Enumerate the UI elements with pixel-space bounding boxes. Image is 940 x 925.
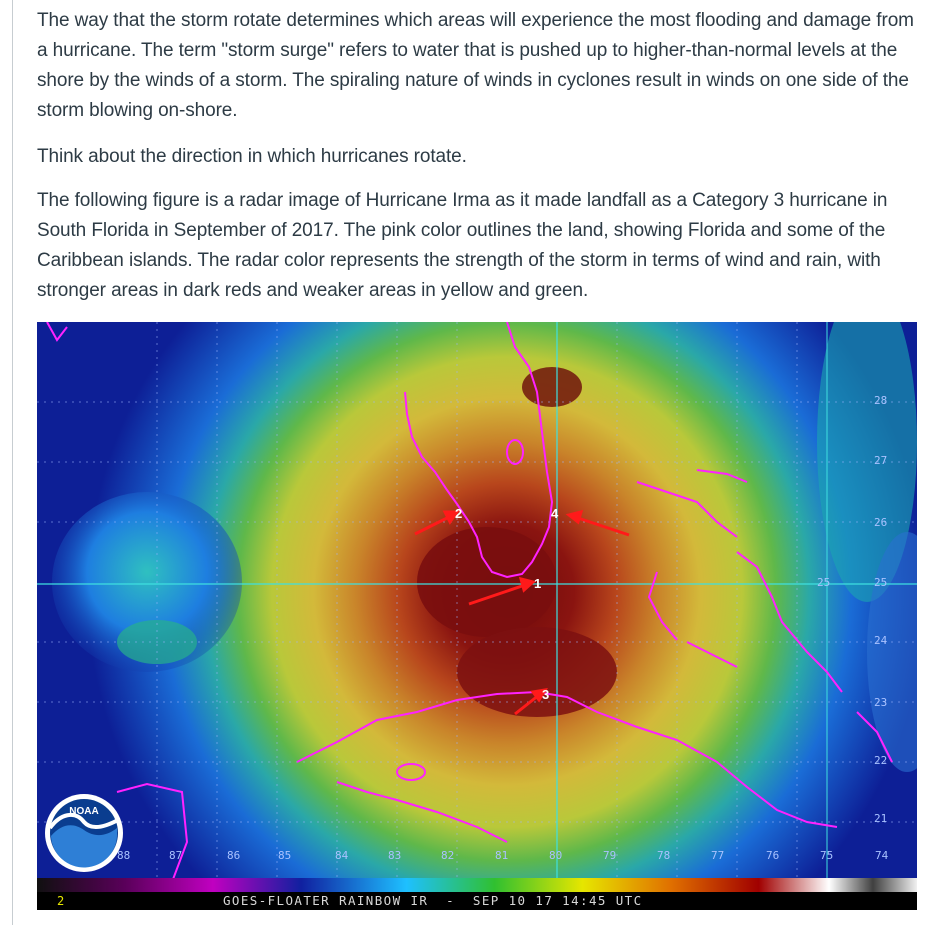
latitude-label: 27 [874,454,888,467]
longitude-label: 79 [603,849,617,862]
image-caption: GOES-FLOATER RAINBOW IR - SEP 10 17 14:45 UTC [223,893,643,908]
longitude-label: 78 [657,849,671,862]
longitude-label: 81 [495,849,509,862]
latitude-label: 23 [874,696,888,709]
longitude-label: 77 [711,849,725,862]
latitude-label: 25 [817,576,831,589]
longitude-label: 75 [820,849,834,862]
arrow-label-1: 1 [534,576,542,591]
arrow-label-4: 4 [551,506,559,521]
longitude-label: 88 [117,849,131,862]
satellite-image-art [37,322,917,910]
latitude-label: 24 [874,634,888,647]
latitude-label: 28 [874,394,888,407]
longitude-label: 84 [335,849,349,862]
frame-number: 2 [57,894,65,908]
content-left-border [12,0,13,925]
latitude-label: 25 [874,576,888,589]
latitude-label: 22 [874,754,888,767]
hurricane-irma-satellite-image [37,322,917,910]
latitude-label: 26 [874,516,888,529]
longitude-label: 83 [388,849,402,862]
longitude-label: 76 [766,849,780,862]
arrow-label-2: 2 [455,506,463,521]
longitude-label: 80 [549,849,563,862]
latitude-label: 21 [874,812,888,825]
noaa-logo-text: NOAA [69,806,99,817]
longitude-label: 85 [278,849,292,862]
paragraph-rotation-prompt: Think about the direction in which hurricanes rotate. [37,146,467,167]
longitude-label: 87 [169,849,183,862]
longitude-label: 82 [441,849,455,862]
image-caption-bar [37,892,917,910]
arrow-label-3: 3 [542,687,550,702]
longitude-label: 74 [875,849,889,862]
paragraph-storm-surge: The way that the storm rotate determines which areas will experience the most flooding and damage from a hurricane. The term "storm surge" refers to water that is pushed up to higher-than-normal levels at the shore by the winds of a storm. The spiraling nature of winds in cyclones result in winds on one side of the storm blowing on-shore. [37,10,914,121]
longitude-label: 86 [227,849,241,862]
paragraph-figure-description: The following figure is a radar image of Hurricane Irma as it made landfall as a Category 3 hurricane in South Florida in September of 2017. The pink color outlines the land, showing Florida and some of the Caribbean islands. The radar color represents the strength of the storm in terms of wind and rain, with stronger areas in dark reds and weaker areas in yellow and green. [37,190,888,301]
noaa-logo [43,792,125,874]
color-scale-bar [37,878,917,892]
